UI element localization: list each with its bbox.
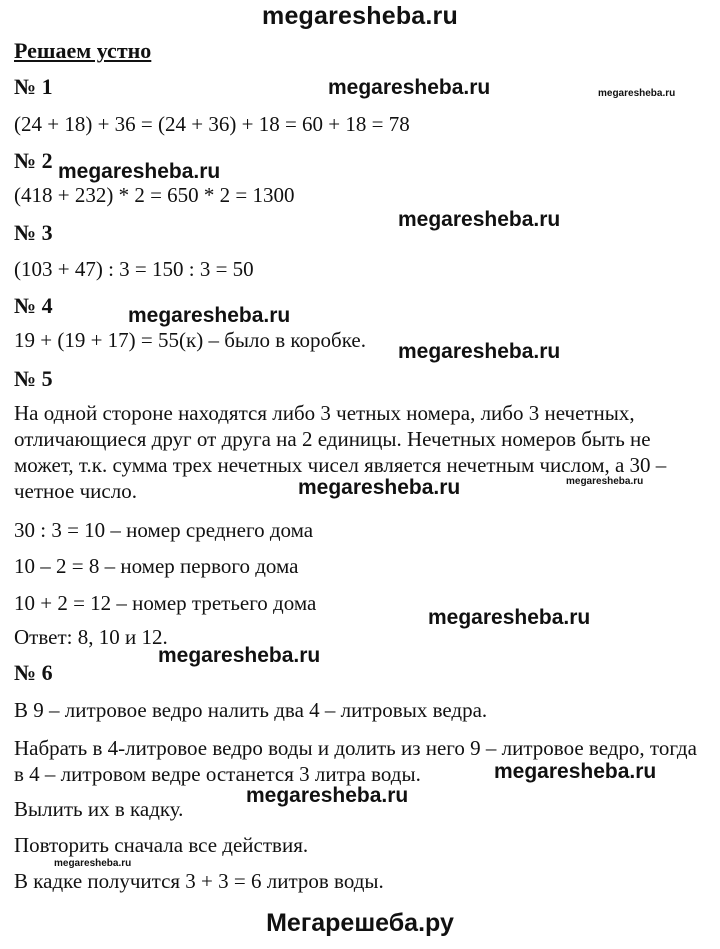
watermark: megaresheba.ru xyxy=(398,208,561,231)
problem-4-line: 19 + (19 + 17) = 55(к) – было в коробке. xyxy=(14,328,366,352)
watermark: megaresheba.ru xyxy=(398,340,561,363)
watermark: megaresheba.ru xyxy=(128,304,291,327)
problem-6-line: В кадке получится 3 + 3 = 6 литров воды. xyxy=(14,869,384,893)
problem-5-answer: Ответ: 8, 10 и 12. xyxy=(14,625,168,649)
problem-3-line: (103 + 47) : 3 = 150 : 3 = 50 xyxy=(14,257,254,281)
site-footer: Мегарешеба.ру xyxy=(266,909,454,937)
problem-3-label: № 3 xyxy=(14,220,53,245)
problem-5-label: № 5 xyxy=(14,366,53,391)
watermark: megaresheba.ru xyxy=(494,760,657,783)
problem-5-line: 10 + 2 = 12 – номер третьего дома xyxy=(14,591,317,615)
watermark: megaresheba.ru xyxy=(58,160,221,183)
watermark: megaresheba.ru xyxy=(158,644,321,667)
section-title: Решаем устно xyxy=(14,38,152,63)
problem-5-line: 30 : 3 = 10 – номер среднего дома xyxy=(14,518,314,542)
problem-2-line: (418 + 232) * 2 = 650 * 2 = 1300 xyxy=(14,183,295,207)
watermark-small: megaresheba.ru xyxy=(566,476,644,487)
problem-1-line: (24 + 18) + 36 = (24 + 36) + 18 = 60 + 18 = 78 xyxy=(14,112,410,136)
problem-6-line: Повторить сначала все действия. xyxy=(14,833,309,857)
problem-4-label: № 4 xyxy=(14,293,53,318)
problem-6-label: № 6 xyxy=(14,660,53,685)
watermark-small: megaresheba.ru xyxy=(598,88,676,99)
problem-2-label: № 2 xyxy=(14,148,53,173)
problem-6-line: В 9 – литровое ведро налить два 4 – литровых ведра. xyxy=(14,698,488,722)
problem-6-paragraph: Набрать в 4-литровое ведро воды и долить из него 9 – литровое ведро, тогда в 4 – литровом ведре останется 3 литра воды. xyxy=(14,736,697,786)
problem-1-label: № 1 xyxy=(14,74,53,99)
site-header: megaresheba.ru xyxy=(262,2,458,30)
watermark: megaresheba.ru xyxy=(246,784,409,807)
watermark: megaresheba.ru xyxy=(428,606,591,629)
watermark-small: megaresheba.ru xyxy=(54,858,132,869)
watermark: megaresheba.ru xyxy=(298,476,461,499)
problem-5-line: 10 – 2 = 8 – номер первого дома xyxy=(14,554,299,578)
watermark: megaresheba.ru xyxy=(328,76,491,99)
problem-5-paragraph: На одной стороне находятся либо 3 четных номера, либо 3 нечетных, отличающиеся друг от друга на 2 единицы. Нечетных номеров быть не может, т.к. сумма трех нечетных чисел является нечетным числом, а 30 – четное число. xyxy=(14,401,667,503)
problem-6-line: Вылить их в кадку. xyxy=(14,797,184,821)
